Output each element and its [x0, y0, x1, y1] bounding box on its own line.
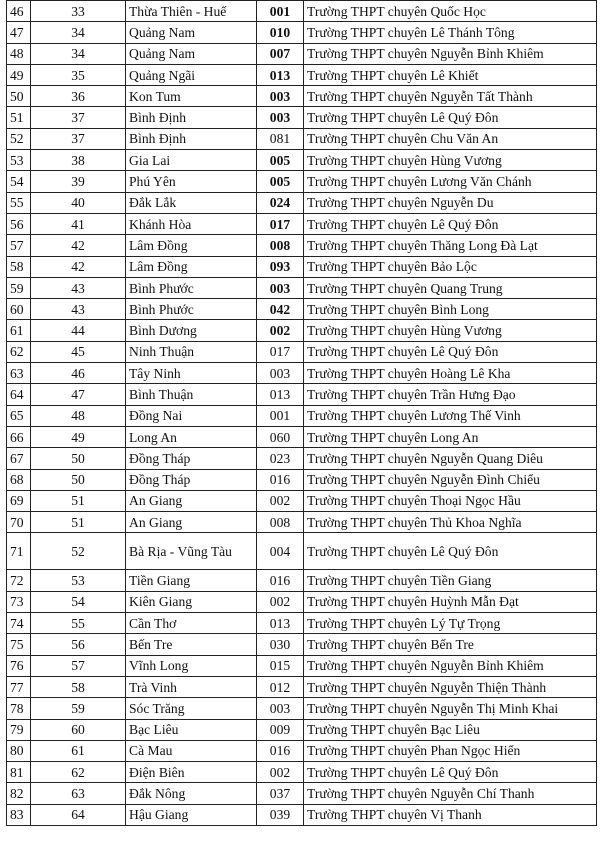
stt-cell: 50 [7, 86, 31, 107]
stt-cell: 81 [7, 762, 31, 783]
province-cell: Bình Dương [126, 320, 257, 341]
province-cell: Long An [126, 426, 257, 447]
table-row [7, 740, 597, 761]
school-code-cell: 037 [257, 783, 304, 804]
school-name-cell: Trường THPT chuyên Nguyễn Thị Minh Khai [304, 698, 597, 719]
province-code-cell: 59 [31, 698, 126, 719]
school-name-cell: Trường THPT chuyên Hoàng Lê Kha [304, 363, 597, 384]
school-name-cell: Trường THPT chuyên Nguyễn Đình Chiểu [304, 469, 597, 490]
school-name-cell: Trường THPT chuyên Lê Khiết [304, 64, 597, 85]
province-code-cell: 49 [31, 426, 126, 447]
table-row [7, 107, 597, 128]
stt-cell: 68 [7, 469, 31, 490]
school-code-cell: 093 [257, 256, 304, 277]
stt-cell: 55 [7, 192, 31, 213]
school-name-cell: Trường THPT chuyên Lê Quý Đôn [304, 762, 597, 783]
province-cell: Trà Vinh [126, 676, 257, 697]
table-row [7, 698, 597, 719]
province-code-cell: 37 [31, 107, 126, 128]
school-name-cell: Trường THPT chuyên Lương Thế Vinh [304, 405, 597, 426]
province-cell: Kon Tum [126, 86, 257, 107]
school-name-cell: Trường THPT chuyên Bạc Liêu [304, 719, 597, 740]
province-code-cell: 48 [31, 405, 126, 426]
stt-cell: 59 [7, 277, 31, 298]
school-name-cell: Trường THPT chuyên Huỳnh Mẫn Đạt [304, 591, 597, 612]
table-row [7, 719, 597, 740]
table-row [7, 783, 597, 804]
stt-cell: 54 [7, 171, 31, 192]
stt-cell: 72 [7, 570, 31, 591]
province-cell: Bình Phước [126, 299, 257, 320]
province-code-cell: 39 [31, 171, 126, 192]
stt-cell: 80 [7, 740, 31, 761]
school-name-cell: Trường THPT chuyên Thủ Khoa Nghĩa [304, 512, 597, 533]
province-code-cell: 52 [31, 533, 126, 570]
province-cell: Kiên Giang [126, 591, 257, 612]
province-cell: Bà Rịa - Vũng Tàu [126, 533, 257, 570]
province-code-cell: 37 [31, 128, 126, 149]
province-cell: Quảng Nam [126, 22, 257, 43]
school-name-cell: Trường THPT chuyên Trần Hưng Đạo [304, 384, 597, 405]
table-row [7, 591, 597, 612]
province-cell: Bình Thuận [126, 384, 257, 405]
stt-cell: 47 [7, 22, 31, 43]
school-name-cell: Trường THPT chuyên Long An [304, 426, 597, 447]
school-name-cell: Trường THPT chuyên Phan Ngọc Hiển [304, 740, 597, 761]
province-code-cell: 35 [31, 64, 126, 85]
province-code-cell: 34 [31, 22, 126, 43]
province-code-cell: 38 [31, 150, 126, 171]
school-name-cell: Trường THPT chuyên Lý Tự Trọng [304, 613, 597, 634]
school-code-cell: 003 [257, 107, 304, 128]
province-cell: Điện Biên [126, 762, 257, 783]
school-name-cell: Trường THPT chuyên Tiền Giang [304, 570, 597, 591]
school-code-cell: 016 [257, 570, 304, 591]
province-cell: Bến Tre [126, 634, 257, 655]
province-cell: Lâm Đồng [126, 256, 257, 277]
schools-table [6, 0, 597, 826]
province-code-cell: 40 [31, 192, 126, 213]
school-code-cell: 008 [257, 512, 304, 533]
school-code-cell: 003 [257, 86, 304, 107]
school-code-cell: 030 [257, 634, 304, 655]
school-code-cell: 023 [257, 448, 304, 469]
province-cell: Tây Ninh [126, 363, 257, 384]
province-code-cell: 57 [31, 655, 126, 676]
school-code-cell: 012 [257, 676, 304, 697]
stt-cell: 74 [7, 613, 31, 634]
table-row [7, 469, 597, 490]
province-cell: Tiền Giang [126, 570, 257, 591]
table-row [7, 512, 597, 533]
school-name-cell: Trường THPT chuyên Vị Thanh [304, 804, 597, 825]
stt-cell: 76 [7, 655, 31, 676]
province-cell: Lâm Đồng [126, 235, 257, 256]
school-name-cell: Trường THPT chuyên Chu Văn An [304, 128, 597, 149]
stt-cell: 77 [7, 676, 31, 697]
table-row [7, 256, 597, 277]
province-cell: Cà Mau [126, 740, 257, 761]
table-row [7, 426, 597, 447]
table-row [7, 804, 597, 825]
school-code-cell: 017 [257, 341, 304, 362]
table-row [7, 277, 597, 298]
table-row [7, 533, 597, 570]
school-name-cell: Trường THPT chuyên Lương Văn Chánh [304, 171, 597, 192]
province-cell: Gia Lai [126, 150, 257, 171]
table-row [7, 43, 597, 64]
province-code-cell: 44 [31, 320, 126, 341]
school-name-cell: Trường THPT chuyên Bình Long [304, 299, 597, 320]
school-name-cell: Trường THPT chuyên Nguyễn Bỉnh Khiêm [304, 43, 597, 64]
province-code-cell: 56 [31, 634, 126, 655]
province-code-cell: 50 [31, 448, 126, 469]
table-row [7, 490, 597, 511]
table-row [7, 405, 597, 426]
table-row [7, 570, 597, 591]
school-code-cell: 010 [257, 22, 304, 43]
province-code-cell: 43 [31, 299, 126, 320]
school-code-cell: 016 [257, 469, 304, 490]
table-row [7, 299, 597, 320]
table-row [7, 634, 597, 655]
stt-cell: 62 [7, 341, 31, 362]
stt-cell: 61 [7, 320, 31, 341]
school-code-cell: 003 [257, 363, 304, 384]
province-code-cell: 43 [31, 277, 126, 298]
school-code-cell: 003 [257, 277, 304, 298]
school-name-cell: Trường THPT chuyên Nguyễn Thiện Thành [304, 676, 597, 697]
province-code-cell: 58 [31, 676, 126, 697]
province-cell: Đắk Nông [126, 783, 257, 804]
school-name-cell: Trường THPT chuyên Lê Thánh Tông [304, 22, 597, 43]
table-row [7, 655, 597, 676]
province-code-cell: 42 [31, 235, 126, 256]
province-code-cell: 34 [31, 43, 126, 64]
province-code-cell: 45 [31, 341, 126, 362]
table-row [7, 192, 597, 213]
province-cell: Thừa Thiên - Huế [126, 1, 257, 22]
stt-cell: 48 [7, 43, 31, 64]
table-row [7, 235, 597, 256]
stt-cell: 64 [7, 384, 31, 405]
stt-cell: 65 [7, 405, 31, 426]
table-row [7, 448, 597, 469]
school-code-cell: 002 [257, 320, 304, 341]
stt-cell: 75 [7, 634, 31, 655]
school-code-cell: 060 [257, 426, 304, 447]
stt-cell: 51 [7, 107, 31, 128]
province-cell: Phú Yên [126, 171, 257, 192]
province-cell: Sóc Trăng [126, 698, 257, 719]
table-row [7, 1, 597, 22]
table-row [7, 22, 597, 43]
school-code-cell: 013 [257, 64, 304, 85]
school-code-cell: 016 [257, 740, 304, 761]
province-code-cell: 61 [31, 740, 126, 761]
school-code-cell: 017 [257, 213, 304, 234]
province-code-cell: 36 [31, 86, 126, 107]
province-code-cell: 54 [31, 591, 126, 612]
school-code-cell: 013 [257, 384, 304, 405]
province-code-cell: 46 [31, 363, 126, 384]
stt-cell: 67 [7, 448, 31, 469]
table-row [7, 86, 597, 107]
school-name-cell: Trường THPT chuyên Nguyễn Tất Thành [304, 86, 597, 107]
province-code-cell: 53 [31, 570, 126, 591]
table-row [7, 613, 597, 634]
province-code-cell: 51 [31, 512, 126, 533]
stt-cell: 78 [7, 698, 31, 719]
province-cell: Đồng Tháp [126, 448, 257, 469]
school-code-cell: 015 [257, 655, 304, 676]
school-code-cell: 005 [257, 171, 304, 192]
province-cell: An Giang [126, 490, 257, 511]
school-name-cell: Trường THPT chuyên Lê Quý Đôn [304, 533, 597, 570]
school-code-cell: 013 [257, 613, 304, 634]
table-row [7, 384, 597, 405]
stt-cell: 46 [7, 1, 31, 22]
province-cell: Bình Định [126, 128, 257, 149]
province-code-cell: 50 [31, 469, 126, 490]
stt-cell: 52 [7, 128, 31, 149]
table-row [7, 213, 597, 234]
province-code-cell: 64 [31, 804, 126, 825]
school-code-cell: 002 [257, 762, 304, 783]
stt-cell: 70 [7, 512, 31, 533]
school-name-cell: Trường THPT chuyên Nguyễn Quang Diêu [304, 448, 597, 469]
province-code-cell: 62 [31, 762, 126, 783]
school-code-cell: 007 [257, 43, 304, 64]
province-cell: Cần Thơ [126, 613, 257, 634]
school-code-cell: 004 [257, 533, 304, 570]
school-name-cell: Trường THPT chuyên Thăng Long Đà Lạt [304, 235, 597, 256]
province-code-cell: 47 [31, 384, 126, 405]
province-cell: Bình Định [126, 107, 257, 128]
province-code-cell: 51 [31, 490, 126, 511]
stt-cell: 73 [7, 591, 31, 612]
school-code-cell: 001 [257, 405, 304, 426]
school-name-cell: Trường THPT chuyên Lê Quý Đôn [304, 341, 597, 362]
school-code-cell: 009 [257, 719, 304, 740]
stt-cell: 83 [7, 804, 31, 825]
province-cell: Vĩnh Long [126, 655, 257, 676]
table-row [7, 320, 597, 341]
province-cell: Bình Phước [126, 277, 257, 298]
stt-cell: 57 [7, 235, 31, 256]
school-name-cell: Trường THPT chuyên Hùng Vương [304, 150, 597, 171]
school-name-cell: Trường THPT chuyên Nguyễn Chí Thanh [304, 783, 597, 804]
stt-cell: 63 [7, 363, 31, 384]
school-code-cell: 001 [257, 1, 304, 22]
table-row [7, 128, 597, 149]
school-name-cell: Trường THPT chuyên Nguyễn Du [304, 192, 597, 213]
school-name-cell: Trường THPT chuyên Nguyễn Bỉnh Khiêm [304, 655, 597, 676]
stt-cell: 60 [7, 299, 31, 320]
stt-cell: 58 [7, 256, 31, 277]
school-code-cell: 081 [257, 128, 304, 149]
school-name-cell: Trường THPT chuyên Hùng Vương [304, 320, 597, 341]
province-cell: Ninh Thuận [126, 341, 257, 362]
school-code-cell: 003 [257, 698, 304, 719]
school-code-cell: 024 [257, 192, 304, 213]
school-name-cell: Trường THPT chuyên Lê Quý Đôn [304, 213, 597, 234]
province-code-cell: 63 [31, 783, 126, 804]
province-cell: Quảng Nam [126, 43, 257, 64]
school-name-cell: Trường THPT chuyên Bảo Lộc [304, 256, 597, 277]
table-row [7, 64, 597, 85]
province-code-cell: 55 [31, 613, 126, 634]
school-code-cell: 002 [257, 591, 304, 612]
table-row [7, 676, 597, 697]
school-code-cell: 042 [257, 299, 304, 320]
school-name-cell: Trường THPT chuyên Bến Tre [304, 634, 597, 655]
table-row [7, 150, 597, 171]
province-cell: Đồng Tháp [126, 469, 257, 490]
table-body [7, 1, 597, 826]
table-row [7, 341, 597, 362]
table-row [7, 363, 597, 384]
province-cell: Đồng Nai [126, 405, 257, 426]
stt-cell: 82 [7, 783, 31, 804]
province-cell: Quảng Ngãi [126, 64, 257, 85]
table-row [7, 171, 597, 192]
school-code-cell: 008 [257, 235, 304, 256]
school-code-cell: 002 [257, 490, 304, 511]
stt-cell: 66 [7, 426, 31, 447]
stt-cell: 56 [7, 213, 31, 234]
province-cell: Khánh Hòa [126, 213, 257, 234]
province-cell: An Giang [126, 512, 257, 533]
table-row [7, 762, 597, 783]
province-cell: Bạc Liêu [126, 719, 257, 740]
school-name-cell: Trường THPT chuyên Thoại Ngọc Hầu [304, 490, 597, 511]
stt-cell: 53 [7, 150, 31, 171]
province-code-cell: 42 [31, 256, 126, 277]
province-cell: Đắk Lắk [126, 192, 257, 213]
stt-cell: 79 [7, 719, 31, 740]
school-code-cell: 005 [257, 150, 304, 171]
school-name-cell: Trường THPT chuyên Lê Quý Đôn [304, 107, 597, 128]
stt-cell: 69 [7, 490, 31, 511]
school-code-cell: 039 [257, 804, 304, 825]
province-code-cell: 33 [31, 1, 126, 22]
school-name-cell: Trường THPT chuyên Quốc Học [304, 1, 597, 22]
stt-cell: 49 [7, 64, 31, 85]
school-name-cell: Trường THPT chuyên Quang Trung [304, 277, 597, 298]
province-code-cell: 60 [31, 719, 126, 740]
province-code-cell: 41 [31, 213, 126, 234]
province-cell: Hậu Giang [126, 804, 257, 825]
stt-cell: 71 [7, 533, 31, 570]
